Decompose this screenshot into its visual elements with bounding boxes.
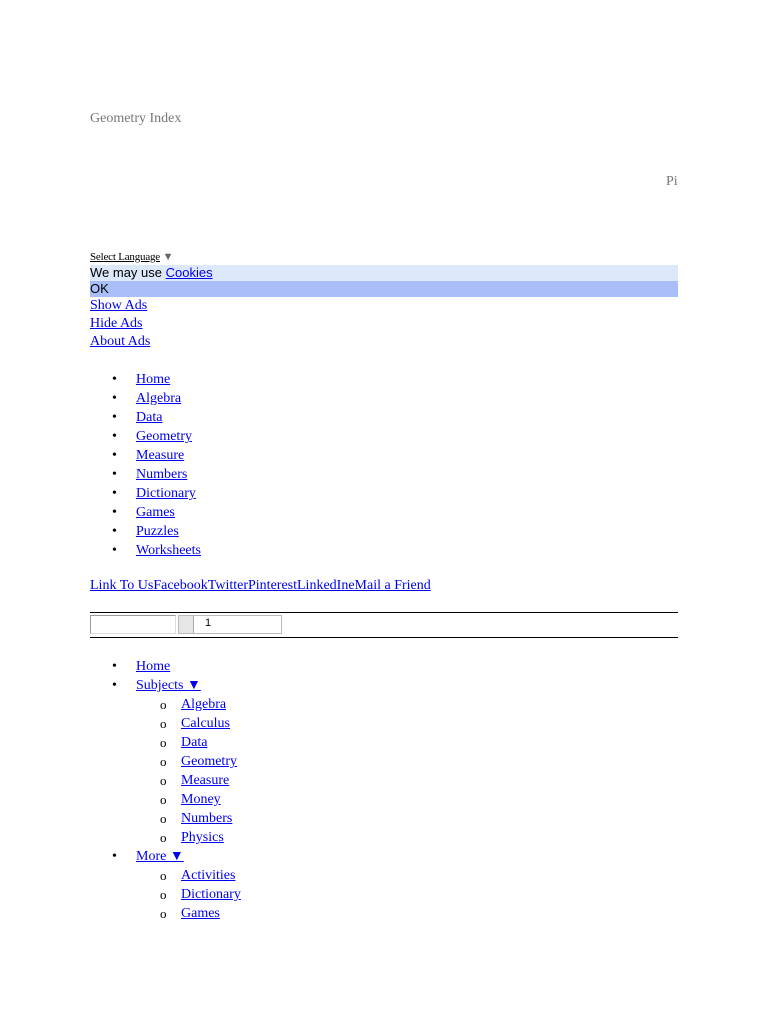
submenu-item	[136, 885, 241, 904]
main-menu-item-home	[90, 370, 201, 389]
page-title: Geometry Index	[90, 111, 182, 126]
nav-item-more	[90, 847, 241, 923]
main-menu-link[interactable]: Games	[136, 505, 175, 520]
email-friend-link[interactable]: eMail a Friend	[348, 578, 431, 593]
submenu-item	[136, 695, 241, 714]
submenu-item	[136, 771, 241, 790]
main-menu-link[interactable]: Geometry	[136, 429, 192, 444]
share-links	[90, 578, 431, 594]
linkedin-link[interactable]: LinkedIn	[297, 578, 349, 593]
search-bar	[90, 612, 678, 638]
main-menu-link[interactable]: Puzzles	[136, 524, 179, 539]
show-ads-link[interactable]: Show Ads	[90, 298, 148, 313]
main-menu-item-dictionary	[90, 484, 201, 503]
cookies-link[interactable]: Cookies	[165, 265, 213, 280]
hide-ads-link[interactable]: Hide Ads	[90, 316, 143, 331]
main-menu-item-geometry	[90, 427, 201, 446]
search-button-label: 1	[205, 617, 212, 629]
submenu-link[interactable]: Measure	[181, 773, 230, 788]
submenu-link[interactable]: Numbers	[181, 811, 233, 826]
main-menu-item-algebra	[90, 389, 201, 408]
submenu-item	[136, 828, 241, 847]
submenu-link[interactable]: Physics	[181, 830, 224, 845]
main-menu-item-measure	[90, 446, 201, 465]
submenu-item	[136, 733, 241, 752]
main-menu-item-data	[90, 408, 201, 427]
submenu-link[interactable]: Money	[181, 792, 221, 807]
select-language-link[interactable]: Select Language	[90, 251, 160, 263]
pinterest-link[interactable]: Pinterest	[248, 578, 297, 593]
search-input[interactable]	[90, 615, 176, 634]
submenu-item	[136, 866, 241, 885]
search-button-divider	[179, 616, 194, 633]
submenu-item	[136, 752, 241, 771]
submenu-link[interactable]: Dictionary	[181, 887, 241, 902]
cookie-text: We may use	[90, 265, 166, 280]
nav-more-link[interactable]: More ▼	[136, 849, 184, 864]
main-menu-link[interactable]: Home	[136, 372, 171, 387]
submenu-link[interactable]: Algebra	[181, 697, 227, 712]
more-submenu	[136, 866, 241, 923]
main-menu-item-worksheets	[90, 541, 201, 560]
twitter-link[interactable]: Twitter	[207, 578, 248, 593]
main-menu-link[interactable]: Worksheets	[136, 543, 201, 558]
submenu-link[interactable]: Calculus	[181, 716, 230, 731]
search-button[interactable]	[178, 615, 282, 634]
main-menu-link[interactable]: Data	[136, 410, 163, 425]
submenu-link[interactable]: Games	[181, 906, 220, 921]
submenu-link[interactable]: Data	[181, 735, 208, 750]
submenu-link[interactable]: Geometry	[181, 754, 237, 769]
main-menu-item-puzzles	[90, 522, 201, 541]
main-menu-link[interactable]: Dictionary	[136, 486, 196, 501]
cookie-ok-button[interactable]: OK	[90, 281, 678, 297]
submenu-link[interactable]: Activities	[181, 868, 236, 883]
nav-subjects-link[interactable]: Subjects ▼	[136, 678, 201, 693]
submenu-item	[136, 809, 241, 828]
main-menu-item-numbers	[90, 465, 201, 484]
main-menu-link[interactable]: Numbers	[136, 467, 188, 482]
pi-text: Pi	[666, 174, 678, 189]
site-nav	[90, 657, 241, 923]
nav-home-link[interactable]: Home	[136, 659, 171, 674]
main-menu	[90, 370, 201, 560]
main-menu-link[interactable]: Algebra	[136, 391, 182, 406]
facebook-link[interactable]: Facebook	[153, 578, 208, 593]
submenu-item	[136, 790, 241, 809]
nav-item-home	[90, 657, 241, 676]
chevron-down-icon: ▼	[162, 251, 174, 263]
submenu-item	[136, 714, 241, 733]
subjects-submenu	[136, 695, 241, 847]
main-menu-item-games	[90, 503, 201, 522]
main-menu-link[interactable]: Measure	[136, 448, 185, 463]
nav-item-subjects	[90, 676, 241, 847]
language-selector[interactable]	[90, 251, 173, 263]
cookie-notice	[90, 265, 678, 281]
about-ads-link[interactable]: About Ads	[90, 334, 151, 349]
submenu-item	[136, 904, 241, 923]
link-to-us-link[interactable]: Link To Us	[90, 578, 154, 593]
